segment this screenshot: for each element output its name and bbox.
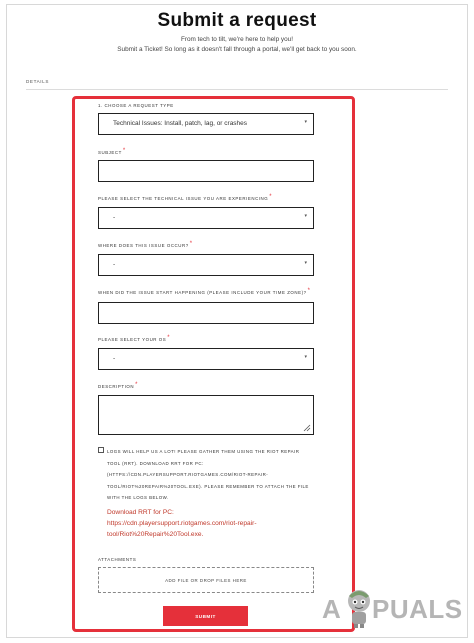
logs-description — [107, 446, 315, 504]
required-marker: * — [122, 148, 126, 154]
page-title: Submit a request — [157, 10, 317, 31]
required-marker: * — [189, 241, 193, 247]
issue-location-select[interactable] — [98, 254, 314, 276]
technical-issue-label: PLEASE SELECT THE TECHNICAL ISSUE YOU ARE EXPERIENCING* — [98, 194, 273, 201]
appuals-mascot-icon — [344, 588, 374, 628]
required-marker: * — [135, 382, 138, 388]
resize-grip-icon[interactable] — [303, 424, 311, 432]
issue-start-label: WHEN DID THE ISSUE START HAPPENING (PLEASE INCLUDE YOUR TIME ZONE)?* — [98, 288, 311, 295]
watermark-letter-a: A — [322, 594, 342, 624]
logs-text-line: (HTTPS://CDN.PLAYERSUPPORT.RIOTGAMES.COM/RIOT-REPAIR- — [107, 472, 269, 477]
chevron-down-icon: ▾ — [304, 260, 307, 266]
os-label: PLEASE SELECT YOUR OS* — [98, 335, 171, 342]
page-subtitle-line2: Submit a Ticket! So long as it doesn't fall through a portal, we'll get back to you soon. — [117, 46, 357, 53]
logs-text-line: TOOL (RRT). DOWNLOAD RRT FOR PC: — [107, 460, 204, 466]
rrt-download-link-cont[interactable]: tool/Riot%20Repair%20Tool.exe. — [107, 531, 204, 538]
section-divider — [26, 89, 448, 90]
request-type-label: 1. CHOOSE A REQUEST TYPE — [98, 103, 174, 108]
dropzone-text: ADD FILE OR DROP FILES HERE — [165, 578, 247, 583]
rrt-download-link[interactable]: https://cdn.playersupport.riotgames.com/riot-repair- — [107, 520, 257, 527]
description-label: DESCRIPTION* — [98, 382, 138, 389]
required-marker: * — [167, 335, 171, 341]
request-type-value: Technical Issues: Install, patch, lag, or crashes — [113, 120, 248, 127]
technical-issue-value: - — [113, 214, 116, 221]
issue-start-input[interactable] — [98, 302, 314, 324]
technical-issue-select[interactable] — [98, 207, 314, 229]
description-textarea[interactable] — [98, 395, 314, 435]
chevron-down-icon: ▾ — [304, 119, 307, 125]
section-label-details: DETAILS — [26, 79, 50, 84]
logs-text-line: LOGS WILL HELP US A LOT! PLEASE GATHER THEM USING THE RIOT REPAIR — [107, 449, 300, 454]
chevron-down-icon: ▾ — [304, 213, 307, 219]
attachments-dropzone[interactable] — [98, 567, 314, 593]
os-value: - — [113, 355, 116, 362]
chevron-down-icon: ▾ — [304, 354, 307, 360]
logs-checkbox[interactable] — [98, 447, 104, 453]
issue-location-value: - — [113, 261, 116, 268]
required-marker: * — [269, 194, 273, 200]
required-marker: * — [307, 288, 311, 294]
submit-button[interactable]: SUBMIT — [163, 606, 248, 626]
logs-text-line: WITH THE LOGS BELOW. — [107, 495, 169, 500]
issue-location-label: WHERE DOES THIS ISSUE OCCUR?* — [98, 241, 193, 248]
page-subtitle-line1: From tech to tilt, we're here to help you! — [180, 36, 294, 43]
os-select[interactable] — [98, 348, 314, 370]
rrt-download-heading: Download RRT for PC: — [107, 509, 174, 516]
attachments-label: ATTACHMENTS — [98, 557, 137, 562]
request-type-select[interactable] — [98, 113, 314, 135]
logs-text-line: TOOL/RIOT%20REPAIR%20TOOL.EXE). PLEASE REMEMBER TO ATTACH THE FILE — [107, 483, 309, 489]
subject-label: SUBJECT* — [98, 148, 126, 155]
subject-input[interactable] — [98, 160, 314, 182]
watermark-text: PUALS — [372, 594, 463, 624]
